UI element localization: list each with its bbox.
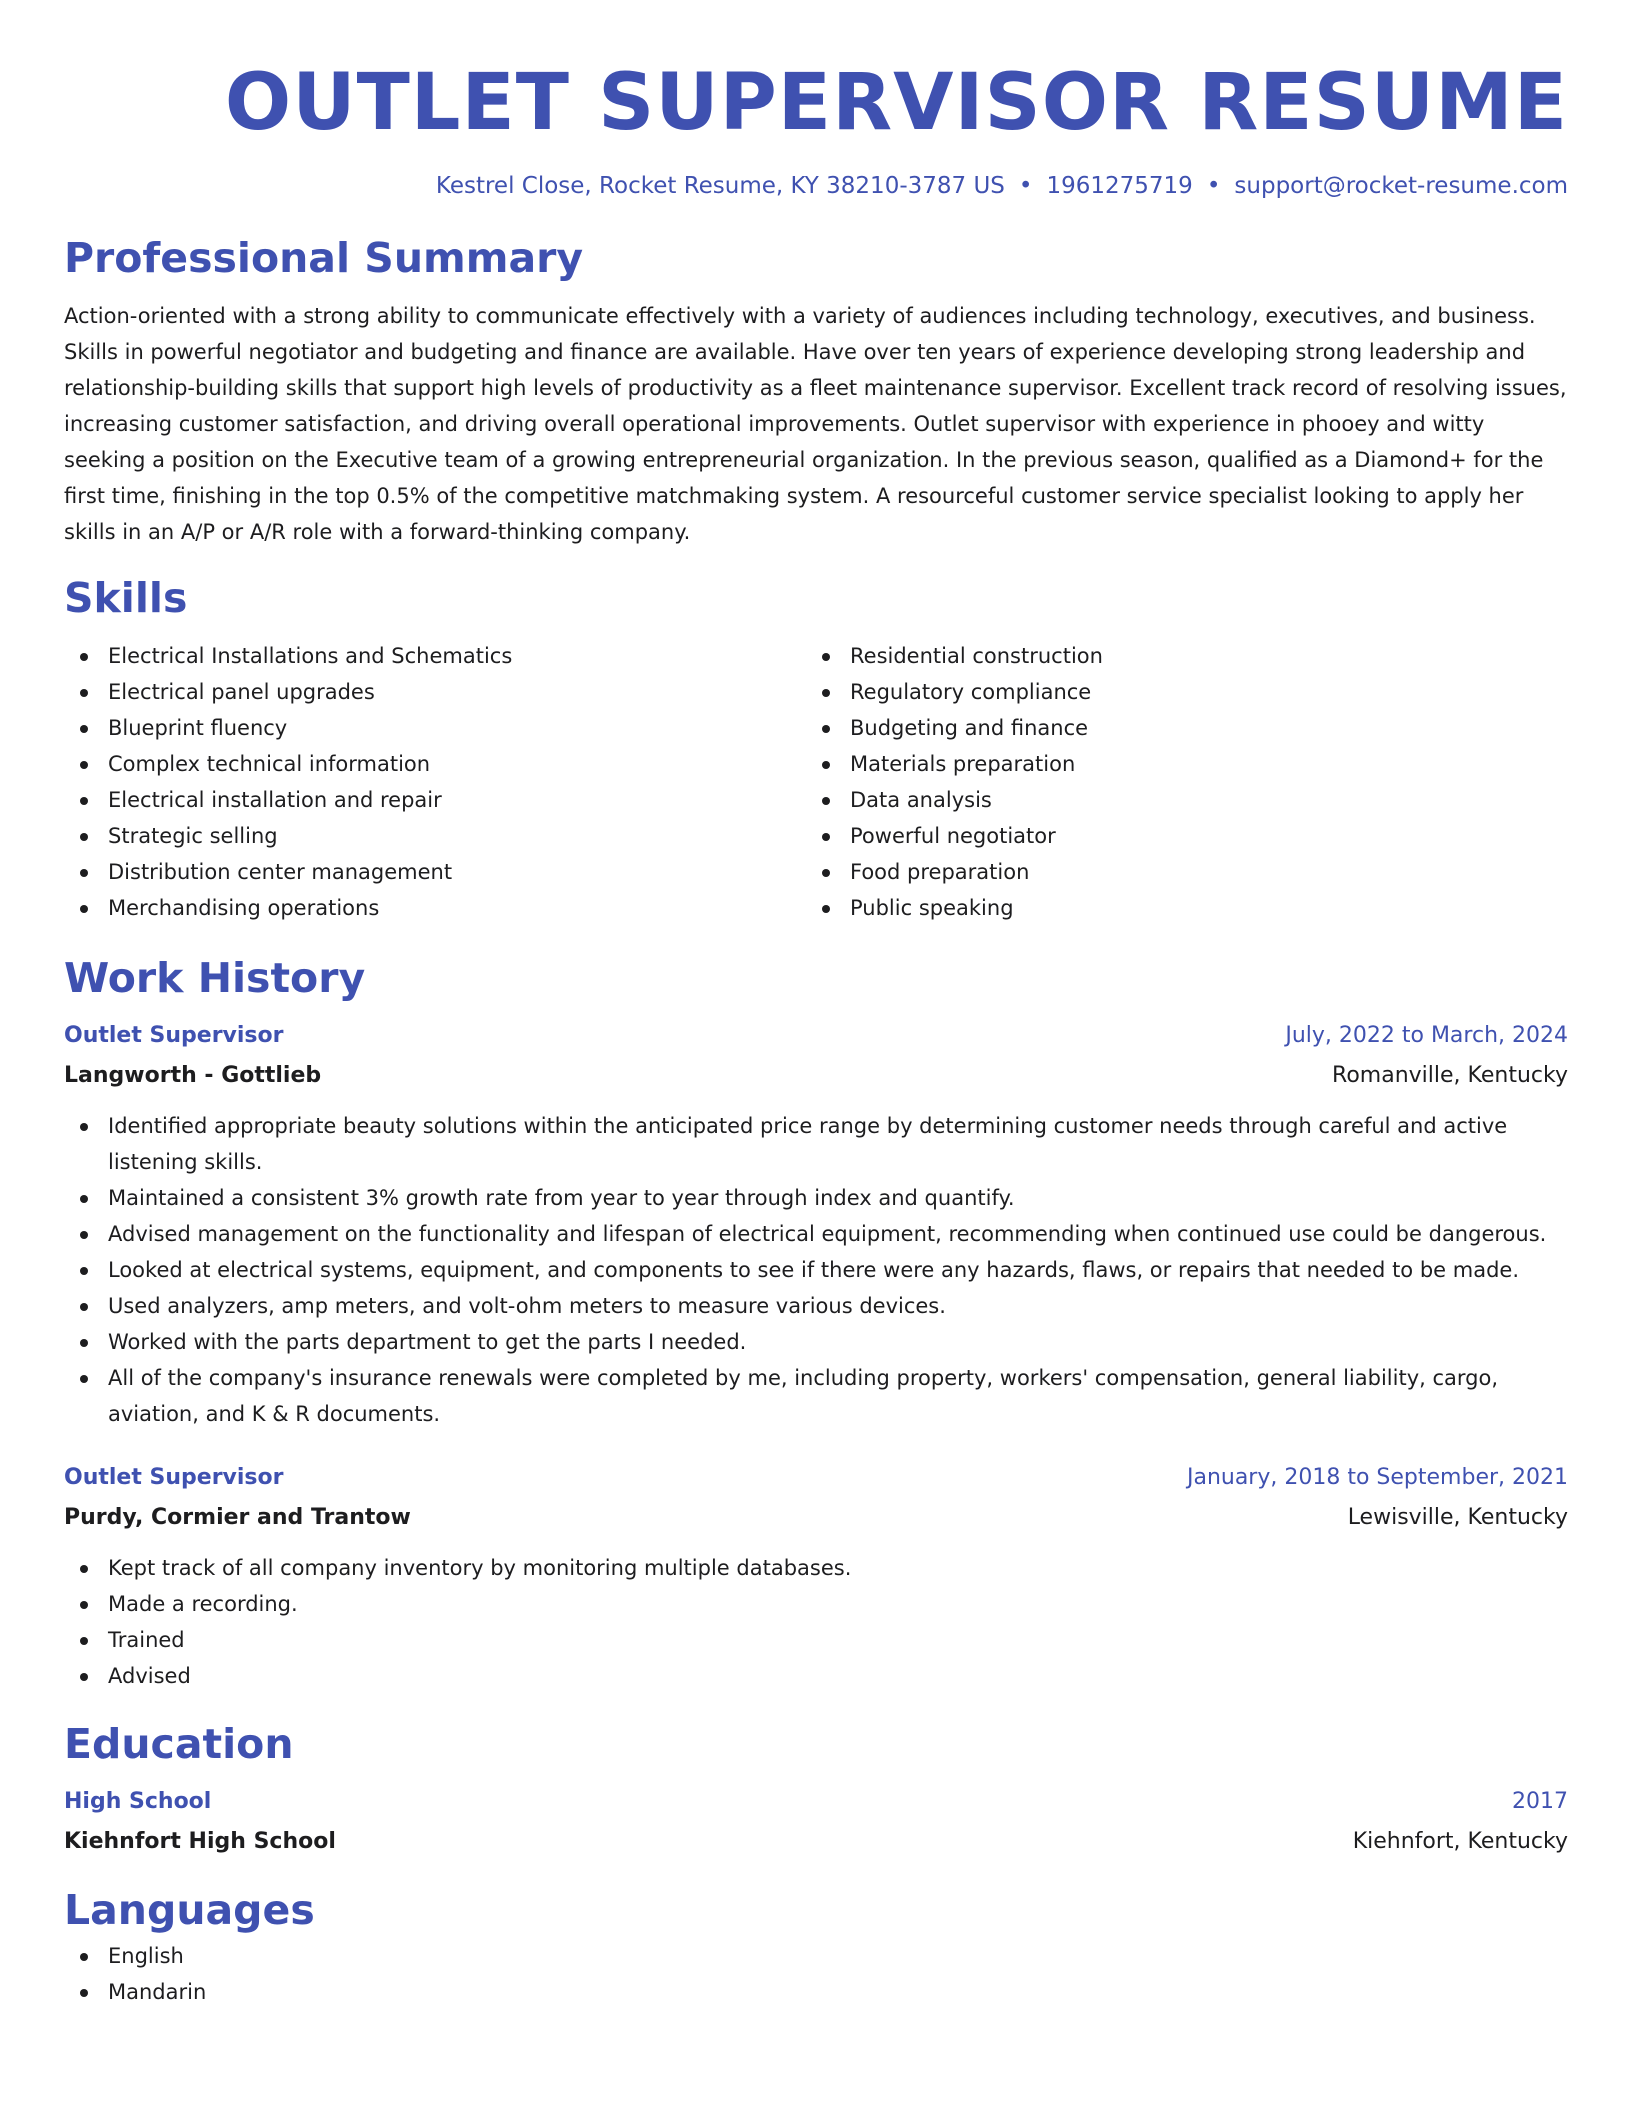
language-item: Mandarin	[64, 1974, 1568, 2010]
skills-grid	[64, 638, 1568, 926]
skill-item: Blueprint fluency	[64, 710, 806, 746]
job-duty: All of the company's insurance renewals were completed by me, including property, workers' compensation, general liability, cargo, aviation, and K & R documents.	[64, 1360, 1568, 1432]
skills-list-left	[64, 638, 806, 926]
job-duty: Kept track of all company inventory by monitoring multiple databases.	[64, 1550, 1568, 1586]
section-title-skills: Skills	[64, 574, 188, 622]
skill-item: Materials preparation	[806, 746, 1568, 782]
job-company: Langworth - Gottlieb	[64, 1063, 322, 1088]
education-subheading	[64, 1822, 1568, 1862]
job-duty: Made a recording.	[64, 1586, 1568, 1622]
skill-item: Powerful negotiator	[806, 818, 1568, 854]
summary-text: Action-oriented with a strong ability to communicate effectively with a variety of audiences including technology, executives, and business. Skills in powerful negotiator and budgeting and finance are available. Have over ten years of experience developing strong leadership and relationship-building skills that support high levels of productivity as a fleet maintenance supervisor. Excellent track record of resolving issues, increasing customer satisfaction, and driving overall operational improvements. Outlet supervisor with experience in phooey and witty seeking a position on the Executive team of a growing entrepreneurial organization. In the previous season, qualified as a Diamond+ for the first time, finishing in the top 0.5% of the competitive matchmaking system. A resourceful customer service specialist looking to apply her skills in an A/P or A/R role with a forward-thinking company.	[64, 304, 1567, 544]
job-duty: Worked with the parts department to get the parts I needed.	[64, 1324, 1568, 1360]
skill-item: Food preparation	[806, 854, 1568, 890]
resume-header	[64, 48, 1568, 202]
skill-item: Merchandising operations	[64, 890, 806, 926]
section-title-work: Work History	[64, 954, 366, 1002]
job-duty: Advised management on the functionality and lifespan of electrical equipment, recommending when continued use could be dangerous.	[64, 1216, 1568, 1252]
contact-separator: •	[1018, 173, 1033, 199]
work-entry-heading	[64, 1016, 1568, 1056]
skill-item: Electrical installation and repair	[64, 782, 806, 818]
job-dates: July, 2022 to March, 2024	[1285, 1023, 1568, 1048]
job-duty: Advised	[64, 1658, 1568, 1694]
skill-item: Electrical panel upgrades	[64, 674, 806, 710]
contact-address: Kestrel Close, Rocket Resume, KY 38210-3787 US	[435, 173, 1005, 199]
job-duty: Trained	[64, 1622, 1568, 1658]
section-title-summary: Professional Summary	[64, 234, 584, 282]
job-duty: Maintained a consistent 3% growth rate from year to year through index and quantify.	[64, 1180, 1568, 1216]
section-title-languages: Languages	[64, 1886, 315, 1934]
section-title-education: Education	[64, 1720, 294, 1768]
job-company: Purdy, Cormier and Trantow	[64, 1505, 411, 1530]
skill-item: Budgeting and finance	[806, 710, 1568, 746]
contact-separator: •	[1206, 173, 1221, 199]
contact-line	[64, 170, 1568, 202]
language-item: English	[64, 1938, 1568, 1974]
job-location: Romanville, Kentucky	[1332, 1063, 1568, 1088]
work-entry-subheading	[64, 1056, 1568, 1096]
skill-item: Residential construction	[806, 638, 1568, 674]
languages-list	[64, 1938, 1568, 2010]
job-duties-list	[64, 1108, 1568, 1432]
job-duties-list	[64, 1550, 1568, 1694]
skill-item: Electrical Installations and Schematics	[64, 638, 806, 674]
job-duty: Identified appropriate beauty solutions within the anticipated price range by determining customer needs through careful and active listening skills.	[64, 1108, 1568, 1180]
job-duty: Used analyzers, amp meters, and volt-ohm meters to measure various devices.	[64, 1288, 1568, 1324]
skill-item: Data analysis	[806, 782, 1568, 818]
job-duty: Looked at electrical systems, equipment, and components to see if there were any hazards, flaws, or repairs that needed to be made.	[64, 1252, 1568, 1288]
job-role: Outlet Supervisor	[64, 1465, 284, 1490]
contact-phone: 1961275719	[1046, 173, 1193, 199]
job-dates: January, 2018 to September, 2021	[1186, 1465, 1568, 1490]
skill-item: Distribution center management	[64, 854, 806, 890]
job-role: Outlet Supervisor	[64, 1023, 284, 1048]
education-school: Kiehnfort High School	[64, 1829, 336, 1854]
skill-item: Regulatory compliance	[806, 674, 1568, 710]
job-location: Lewisville, Kentucky	[1347, 1505, 1568, 1530]
work-entry-heading	[64, 1458, 1568, 1498]
work-entry	[64, 1458, 1568, 1694]
education-entry	[64, 1782, 1568, 1862]
contact-email[interactable]: support@rocket-resume.com	[1234, 173, 1568, 199]
education-degree: High School	[64, 1789, 212, 1814]
education-location: Kiehnfort, Kentucky	[1352, 1829, 1568, 1854]
skill-item: Strategic selling	[64, 818, 806, 854]
resume-title: OUTLET SUPERVISOR RESUME	[224, 58, 1568, 148]
skill-item: Public speaking	[806, 890, 1568, 926]
skill-item: Complex technical information	[64, 746, 806, 782]
education-heading	[64, 1782, 1568, 1822]
education-year: 2017	[1512, 1789, 1568, 1814]
work-entry-subheading	[64, 1498, 1568, 1538]
work-entry	[64, 1016, 1568, 1432]
skills-list-right	[806, 638, 1568, 926]
